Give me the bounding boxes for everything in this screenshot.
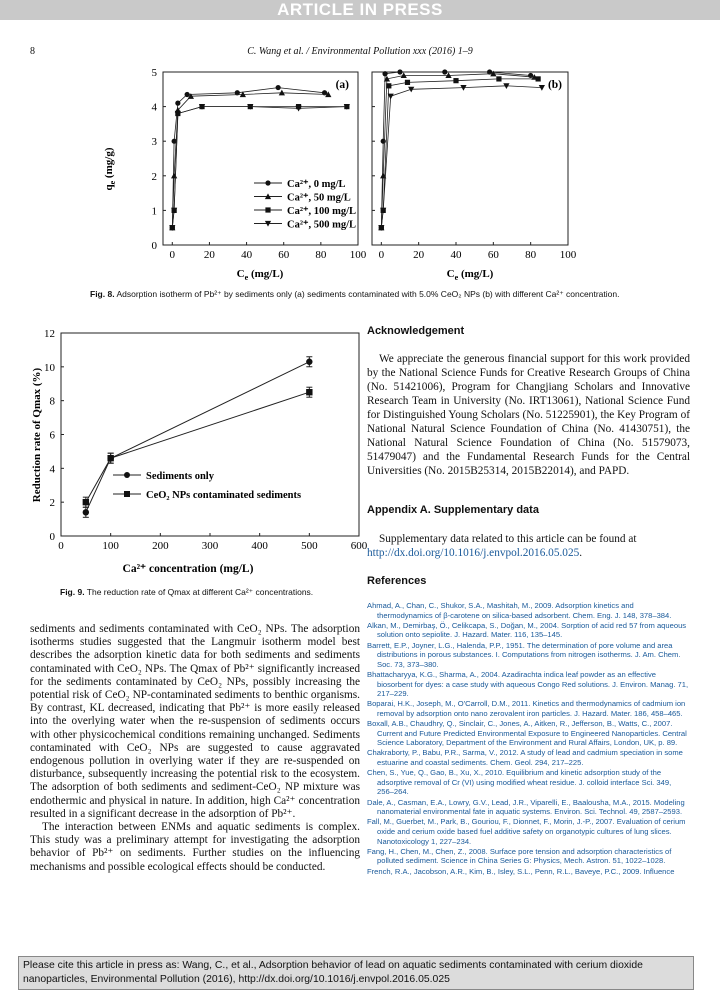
fig8-x-axis-label-a: $C_e$ (mg/L)	[236, 268, 284, 282]
y-tick-label: 0	[49, 531, 55, 543]
citation-box: Please cite this article in press as: Wang, C., et al., Adsorption behavior of lead on aquatic sediments contaminated with cerium dioxide nanoparticles, Environmental Pollution (2016), http://dx.doi.org/10.1016/j.envpol.2016.05.025	[18, 956, 694, 990]
legend-label: Sediments only	[146, 471, 214, 482]
data-point	[405, 80, 410, 85]
x-tick-label: 600	[350, 540, 368, 552]
x-tick-label: 500	[301, 540, 318, 552]
x-tick-label: 0	[58, 540, 64, 552]
legend-label: CeO₂ NPs contaminated sediments	[146, 490, 302, 501]
reference-item[interactable]: Boxall, A.B., Chaudhry, Q., Sinclair, C., Jones, A., Aitken, R., Jefferson, B., Watts, C., 2007. Current and Future Predicted Environmental Exposure to Engineered Nanoparticles. Central Science Laboratory, Department of the Environment and Rural Affairs, London, UK, p. 89.	[367, 719, 687, 748]
x-tick-label: 80	[525, 249, 537, 261]
data-point	[382, 71, 387, 76]
x-tick-label: 0	[378, 249, 385, 261]
data-point	[442, 69, 447, 74]
fig9-x-axis-label: Ca²⁺ concentration (mg/L)	[122, 563, 254, 575]
supplementary-doi-link[interactable]: http://dx.doi.org/10.1016/j.envpol.2016.05.025	[367, 547, 580, 559]
data-point	[171, 173, 177, 179]
data-point	[175, 101, 180, 106]
reference-item[interactable]: Bhattacharyya, K.G., Sharma, A., 2004. Azadirachta indica leaf powder as an effective biosorbent for dyes: a case study with aqueous Congo Red solutions. J. Environ. Manag. 71, 217–229.	[367, 669, 689, 699]
data-point	[83, 509, 89, 515]
figure-8	[0, 0, 720, 320]
data-point	[306, 389, 312, 395]
references-heading: References	[367, 575, 427, 587]
reference-item[interactable]: Alkan, M., Demirbaş, Ö., Celikcapa, S., Doğan, M., 2004. Sorption of acid red 57 from aqueous solution onto sepiolite. J. Hazard. Mater. 116, 135–145.	[367, 620, 687, 640]
fig9-caption: Fig. 9. The reduction rate of Qmax at different Ca²⁺ concentrations.	[60, 587, 314, 597]
x-tick-label: 20	[413, 249, 425, 261]
x-tick-label: 60	[487, 249, 499, 261]
y-tick-label: 0	[151, 240, 157, 252]
reference-item[interactable]: Chakraborty, P., Babu, P.R., Sarma, V., 2012. A study of lead and cadmium speciation in some estuarine and coastal sediments. Chem. Geol. 294, 217–225.	[367, 748, 683, 768]
data-point	[381, 139, 386, 144]
y-tick-label: 4	[151, 101, 157, 114]
plot-frame	[372, 72, 568, 245]
fig8-x-axis-label-b: $C_e$ (mg/L)	[446, 268, 494, 282]
x-tick-label: 400	[251, 540, 268, 552]
reference-item[interactable]: Chen, S., Yue, Q., Gao, B., Xu, X., 2010. Equilibrium and kinetic adsorption study of the adsorptive removal of Cr (VI) using modified wheat residue. J. colloid interface Sci. 349, 256–264.	[367, 768, 672, 797]
reference-item[interactable]: Barrett, E.P., Joyner, L.G., Halenda, P.P., 1951. The determination of pore volume and area distributions in porous substances. I. Computations from nitrogen isotherms. J. Am. Chem. Soc. 73, 373–380.	[367, 640, 681, 669]
y-tick-label: 1	[151, 205, 157, 218]
supplementary-text: Supplementary data related to this article can be found at http://dx.doi.org/10.1016/j.envpol.2016.05.025.	[367, 533, 637, 559]
reference-item[interactable]: Fall, M., Guerbet, M., Park, B., Gouriou, F., Dionnet, F., Morin, J.-P., 2007. Evaluation of cerium oxide and cerium oxide based fuel additive safety on organotypic cultures of lung slices. Nanotoxicology 1, 227–234.	[367, 817, 686, 846]
data-point	[496, 76, 501, 81]
series-line	[381, 74, 534, 228]
panel-b-label: (b)	[547, 79, 562, 91]
legend-marker	[124, 472, 130, 478]
fig8-y-axis-label: $q_e$ (mg/g)	[103, 147, 117, 191]
data-point	[536, 76, 541, 81]
x-tick-label: 100	[102, 540, 119, 552]
y-tick-label: 2	[151, 170, 157, 183]
fig8-caption: Fig. 8. Adsorption isotherm of Pb²⁺ by sediments only (a) sediments contaminated with 5.0% CeO₂ NPs (b) with different Ca²⁺ concentration.	[90, 289, 620, 299]
series-line	[381, 79, 538, 228]
series-line	[381, 86, 542, 228]
data-point	[386, 83, 391, 88]
acknowledgement-text: We appreciate the generous financial support for this work provided by the National Science Funds for Creative Research Groups of China (No. 51421006), Program for Changjiang Scholars and Innovative Research Team in University (No. IRT13061), National Science Fund for Distinguished Young Scholars (No. 51225901), the Key Program of National Natural Science Foundation of China (No. 41430751), the National Natural Science Foundation of China (No. 51579073, 51479047) and the Fundamental Research Funds for the Central Universities (No. 2015B25314, 2015B22014), and PAPD.	[367, 353, 690, 477]
x-tick-label: 100	[349, 249, 367, 261]
data-point	[453, 78, 458, 83]
y-tick-label: 12	[44, 328, 55, 340]
plot-frame	[61, 333, 359, 536]
fig8-panel-b	[372, 69, 577, 261]
legend-label: Ca²⁺, 500 mg/L	[287, 219, 357, 231]
article-in-press-banner: ARTICLE IN PRESS	[0, 0, 720, 20]
fig9-y-axis-label: Reduction rate of Qmax (%)	[31, 367, 43, 503]
y-tick-label: 10	[44, 361, 55, 374]
x-tick-label: 20	[203, 249, 215, 261]
appendix-heading: Appendix A. Supplementary data	[367, 504, 539, 516]
conclusion-paragraph-2: The interaction between ENMs and aquatic sediments is complex. This study was a preliminary attempt for investigating the adsorption behavior of Pb²⁺ on sediments. Further studies on the influencing mechanisms and possible ecological effects should be conducted.	[30, 821, 360, 873]
page-number: 8	[30, 46, 35, 57]
y-tick-label: 5	[151, 67, 157, 79]
data-point	[185, 92, 190, 97]
x-tick-label: 40	[450, 249, 462, 261]
reference-list	[367, 601, 690, 877]
conclusion-text	[30, 623, 360, 874]
x-tick-label: 100	[559, 249, 577, 261]
reference-item[interactable]: French, R.A., Jacobson, A.R., Kim, B., Isley, S.L., Penn, R.L., Baveye, P.C., 2009. Influence	[367, 866, 675, 876]
legend-marker	[265, 207, 270, 212]
figure-9	[0, 320, 368, 585]
data-point	[107, 455, 113, 461]
y-tick-label: 3	[151, 136, 157, 149]
y-tick-label: 4	[49, 463, 55, 476]
legend-label: Ca²⁺, 50 mg/L	[287, 192, 351, 204]
reference-item[interactable]: Dale, A., Casman, E.A., Lowry, G.V., Lead, J.R., Viparelli, E., Baalousha, M.A., 2015. Modeling nanomaterial environmental fate in aquatic systems. Environ. Sci. Technol. 49, 2587–2593.	[367, 797, 685, 817]
fig9-plot	[44, 328, 368, 552]
x-tick-label: 0	[169, 249, 176, 261]
series-line	[86, 392, 309, 502]
panel-a-label: (a)	[335, 79, 349, 91]
legend-label: Ca²⁺, 0 mg/L	[287, 179, 346, 190]
reference-item[interactable]: Ahmad, A., Chan, C., Shukor, S.A., Mashitah, M., 2009. Adsorption kinetics and thermodynamics of β-carotene on silica-based adsorbent. Chem. Eng. J. 148, 378–384.	[367, 601, 672, 620]
y-tick-label: 6	[49, 429, 55, 442]
data-point	[83, 499, 89, 505]
legend-marker	[265, 180, 270, 185]
legend-marker	[124, 491, 130, 497]
conclusion-paragraph-1: sediments and sediments contaminated with CeO₂ NPs. The adsorption isotherms studies suggested that the Langmuir isotherm model best describes the adsorption kinetic data for both sediments and sediments contaminated with CeO₂ NPs. The Qmax of Pb²⁺ significantly increased for the sediments contaminated by CeO₂ NPs, possibly increasing the potential risk of CeO₂ NP-contaminated sediments to benthic organisms. By contrast, KL decreased, indicating that Pb²⁺ is more easily released into the overlying water when the re-suspension of sediments occurs with other physicochemical conditions remaining unchanged. Sediments contaminated with CeO₂ NPs are suggested to cause aggravated endogenous pollution in overlying water if they are re-suspended on disturbance, subsequently increasing the potential risk to the ecosystem. The adsorption of both sediments and sediment-CeO₂ NP mixture was endothermic and physical in nature. In addition, high Ca²⁺ concentration resulted in a significant decrease in the adsorption of Pb²⁺.	[30, 623, 360, 820]
x-tick-label: 300	[201, 540, 219, 552]
data-point	[306, 359, 312, 365]
acknowledgement-heading: Acknowledgement	[367, 325, 465, 337]
x-tick-label: 200	[152, 540, 169, 552]
x-tick-label: 40	[241, 249, 253, 261]
reference-item[interactable]: Boparai, H.K., Joseph, M., O'Carroll, D.M., 2011. Kinetics and thermodynamics of cadmium ion removal by adsorption onto nano zerovalent iron particles. J. Hazard. Mater. 186, 458–465.	[367, 699, 686, 718]
fig9-legend	[113, 471, 301, 501]
x-tick-label: 60	[278, 249, 290, 261]
running-head: C. Wang et al. / Environmental Pollution xxx (2016) 1–9	[247, 46, 473, 57]
fig8-legend	[254, 179, 356, 231]
data-point	[276, 85, 281, 90]
y-tick-label: 8	[49, 395, 55, 408]
y-tick-label: 2	[49, 497, 55, 510]
series-line	[381, 72, 530, 228]
reference-item[interactable]: Fang, H., Chen, M., Chen, Z., 2008. Surface pore tension and adsorption characteristics of polluted sediment. Science in China Series G: Physics, Mech. Astron. 51, 1022–1028.	[367, 846, 672, 866]
x-tick-label: 80	[315, 249, 327, 261]
fig8-panel-a	[152, 67, 367, 261]
data-point	[397, 69, 402, 74]
legend-label: Ca²⁺, 100 mg/L	[287, 206, 357, 217]
